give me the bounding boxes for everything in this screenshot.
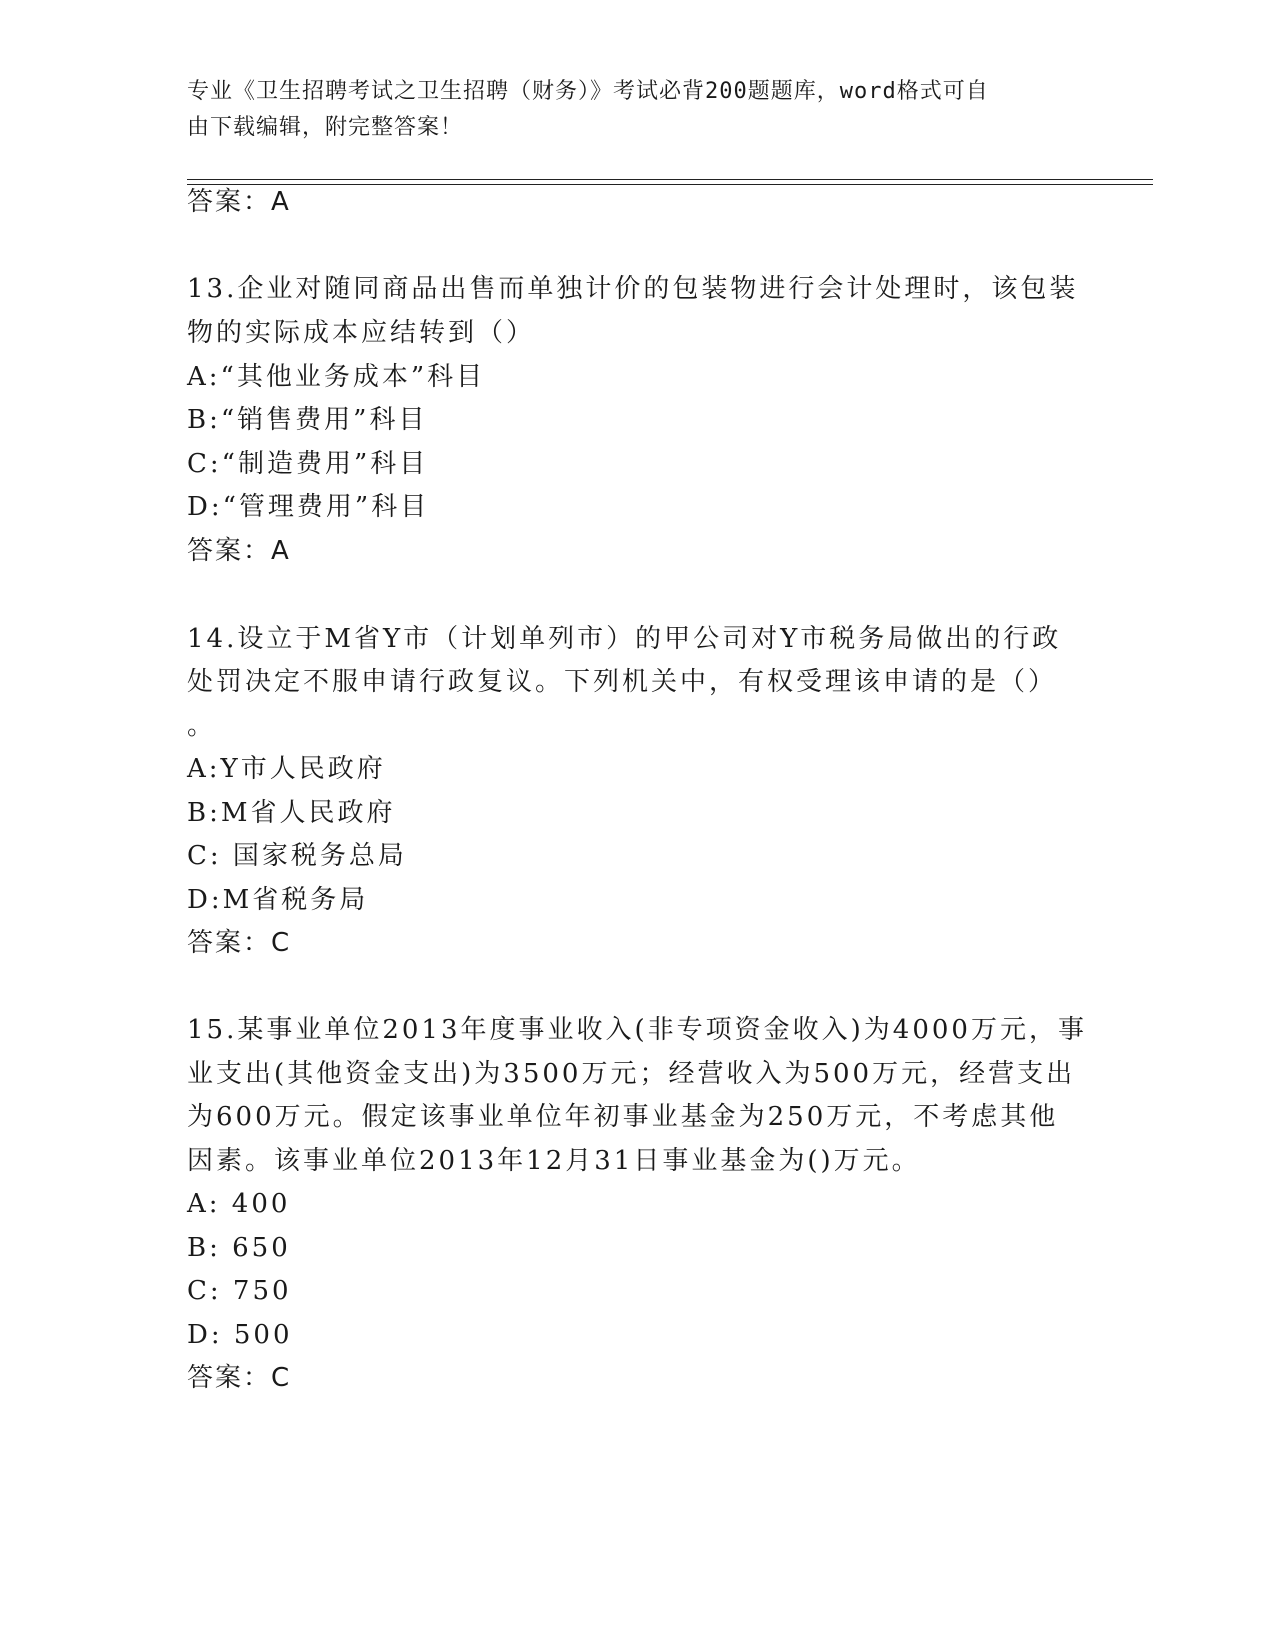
question-stem-line: 15.某事业单位2013年度事业收入(非专项资金收入)为4000万元，事: [187, 1015, 1087, 1045]
option-a: A: 400: [187, 1189, 291, 1219]
answer: 答案：A: [187, 536, 291, 566]
question-stem-line: 物的实际成本应结转到（）: [187, 318, 536, 348]
answer: 答案：C: [187, 1363, 292, 1393]
option-b: B:“销售费用”科目: [187, 405, 428, 435]
question-stem-line: 14.设立于M省Y市（计划单列市）的甲公司对Y市税务局做出的行政: [187, 624, 1062, 654]
header-line-2: 由下载编辑，附完整答案！: [187, 115, 464, 140]
question-stem-line: 为600万元。假定该事业单位年初事业基金为250万元，不考虑其他: [187, 1102, 1059, 1132]
header-divider-bottom: [187, 184, 1153, 185]
option-c: C: 750: [187, 1276, 292, 1306]
question-stem-line: 业支出(其他资金支出)为3500万元；经营收入为500万元，经营支出: [187, 1059, 1076, 1089]
answer-prev: 答案：A: [187, 187, 291, 217]
option-a: A:“其他业务成本”科目: [187, 362, 486, 392]
question-stem-line: 。: [187, 711, 217, 741]
answer: 答案：C: [187, 928, 292, 958]
option-a: A:Y市人民政府: [187, 754, 386, 784]
option-c: C:“制造费用”科目: [187, 449, 429, 479]
header-divider-top: [187, 179, 1153, 180]
option-c: C: 国家税务总局: [187, 841, 407, 871]
header-line-1: 专业《卫生招聘考试之卫生招聘（财务）》考试必背200题题库，word格式可自: [187, 79, 989, 104]
question-stem-line: 因素。该事业单位2013年12月31日事业基金为()万元。: [187, 1146, 921, 1176]
document-header: [187, 74, 1067, 146]
option-b: B:M省人民政府: [187, 798, 396, 828]
question-stem-line: 处罚决定不服申请行政复议。下列机关中，有权受理该申请的是（）: [187, 667, 1058, 697]
option-d: D: 500: [187, 1320, 293, 1350]
question-stem-line: 13.企业对随同商品出售而单独计价的包装物进行会计处理时，该包装: [187, 274, 1079, 304]
option-d: D:“管理费用”科目: [187, 492, 430, 522]
option-d: D:M省税务局: [187, 885, 369, 915]
option-b: B: 650: [187, 1233, 291, 1263]
